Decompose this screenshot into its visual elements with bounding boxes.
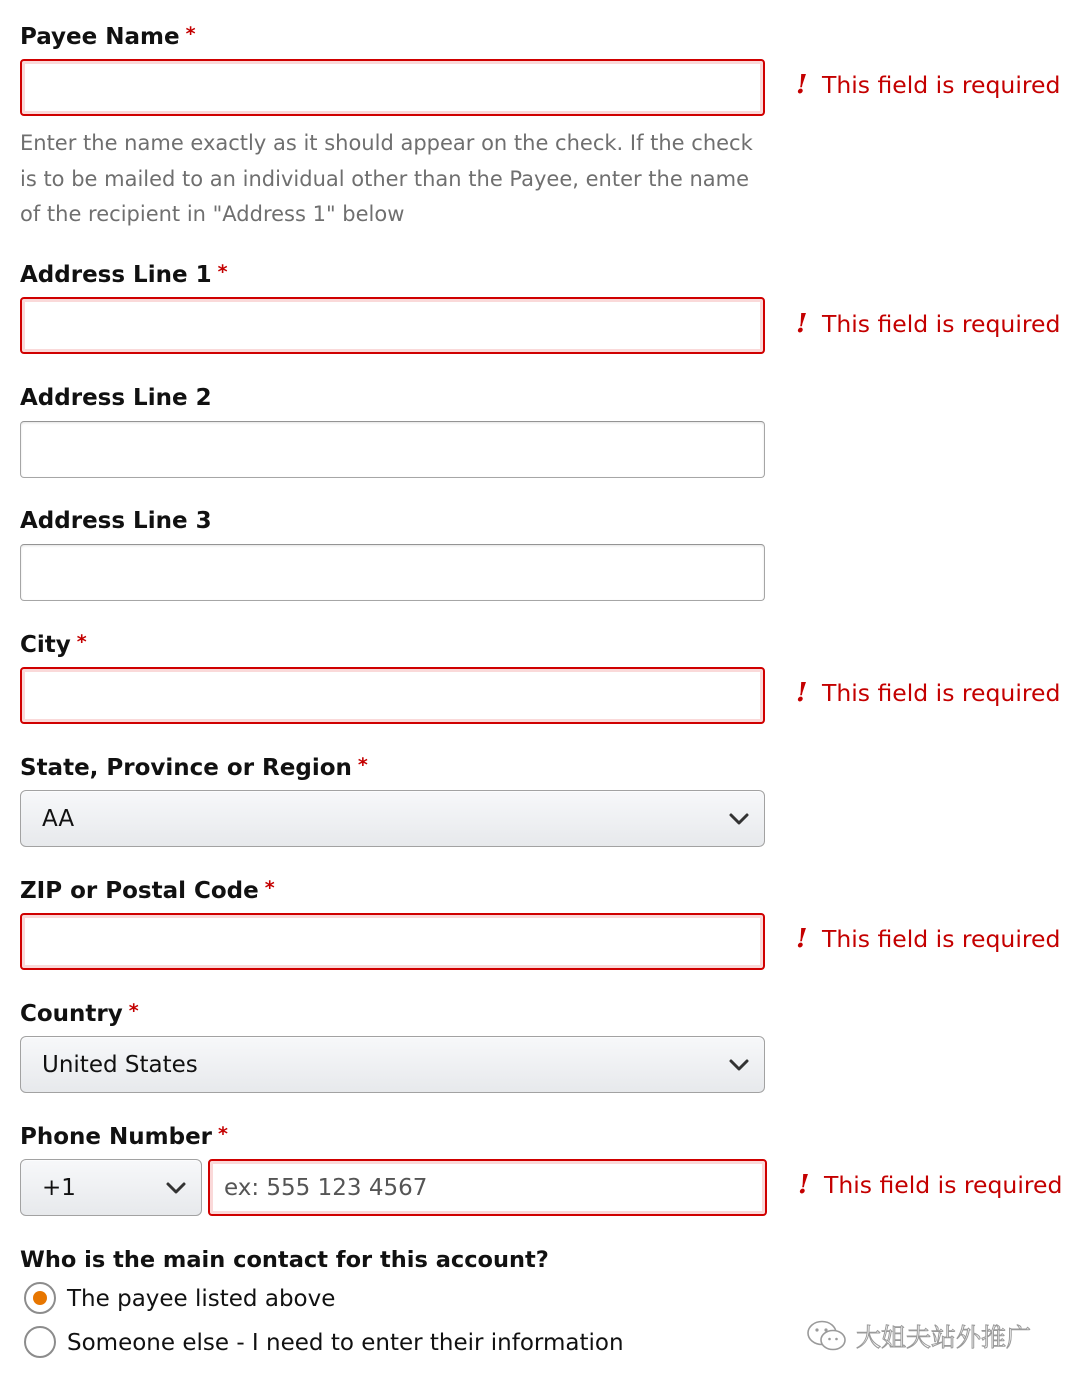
payee-name-error: ! This field is required [796,70,1061,100]
required-asterisk: * [357,754,368,776]
alert-icon: ! [796,309,808,339]
required-asterisk: * [218,1123,228,1145]
address-line-2-label: Address Line 2 [20,385,212,411]
chevron-down-icon [728,1054,750,1076]
alert-icon: ! [796,70,808,100]
address-line-1-input[interactable] [20,297,765,354]
required-asterisk: * [76,631,87,653]
helper-line: of the recipient in "Address 1" below [20,202,405,226]
city-error: ! This field is required [796,678,1061,708]
alert-icon: ! [796,924,808,954]
required-asterisk: * [264,877,275,899]
address-line-3-label: Address Line 3 [20,508,212,534]
state-select[interactable] [20,790,765,847]
watermark [806,1316,1031,1356]
country-code-value: +1 [42,1175,76,1201]
main-contact-question: Who is the main contact for this account? [20,1247,549,1273]
alert-icon: ! [798,1170,810,1200]
phone-label: Phone Number * [20,1123,228,1150]
address-line-1-label: Address Line 1 * [20,261,228,288]
address-line-1-error: ! This field is required [796,309,1061,339]
city-input[interactable] [20,667,765,724]
phone-error: ! This field is required [798,1170,1063,1200]
address-line-3-input[interactable] [20,544,765,601]
zip-label: ZIP or Postal Code * [20,877,275,904]
state-label: State, Province or Region * [20,754,368,781]
country-code-select[interactable] [20,1159,202,1216]
required-asterisk: * [128,1000,139,1022]
radio-payee[interactable] [24,1282,56,1314]
country-selected-value: United States [42,1052,198,1078]
alert-icon: ! [796,678,808,708]
state-selected-value: AA [42,806,75,832]
payee-name-input[interactable] [20,59,765,116]
helper-line: is to be mailed to an individual other than the Payee, enter the name [20,166,750,191]
required-asterisk: * [217,261,228,283]
country-label: Country * [20,1000,139,1027]
radio-payee-label[interactable]: The payee listed above [67,1286,336,1312]
zip-error: ! This field is required [796,924,1061,954]
payee-name-label: Payee Name * [20,23,196,50]
helper-line: Enter the name exactly as it should appear on the check. If the check [20,131,753,155]
radio-someone-else[interactable] [24,1326,56,1358]
city-label: City * [20,631,87,658]
chevron-down-icon [165,1177,187,1199]
chevron-down-icon [728,808,750,830]
country-select[interactable] [20,1036,765,1093]
watermark-text: 大姐夫站外推广 [856,1323,1032,1352]
address-line-2-input[interactable] [20,421,765,478]
phone-number-input[interactable] [208,1159,767,1216]
zip-input[interactable] [20,913,765,970]
radio-someone-else-label[interactable]: Someone else - I need to enter their information [67,1330,624,1356]
required-asterisk: * [185,23,196,45]
payee-name-helper [20,126,753,233]
wechat-icon [806,1318,848,1354]
